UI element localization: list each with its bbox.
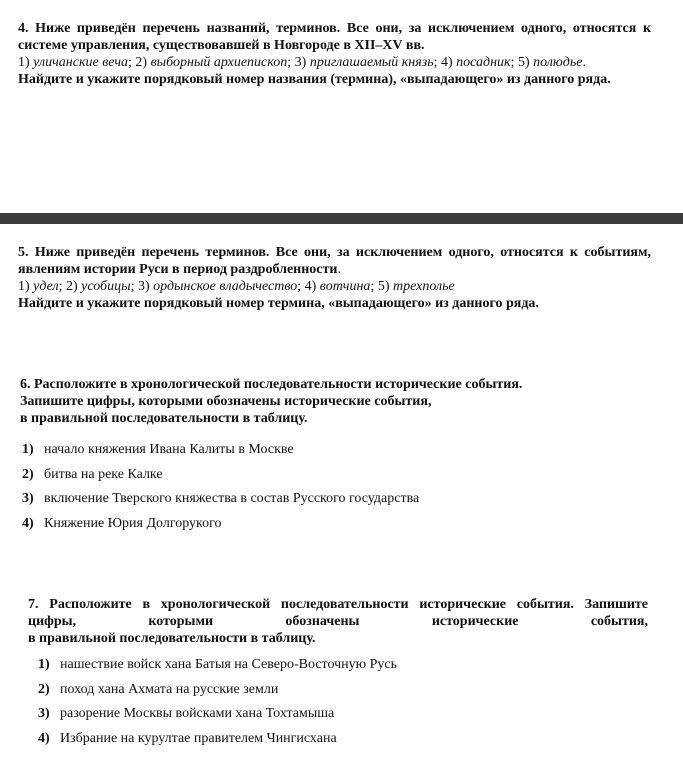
question-title: Ниже приведён перечень терминов. Все они, за исключением одного, относятся к событиям, явлениям истории Руси в период раздробленности (18, 245, 652, 277)
item-num: 2) (22, 466, 34, 482)
term-num: 1) (18, 279, 30, 294)
term-separator: ; (287, 55, 295, 70)
term-num: 3) (294, 55, 307, 70)
question-5-title (18, 244, 651, 278)
question-number: 7. (28, 597, 39, 612)
term-separator: ; (433, 55, 441, 70)
question-number: 4. (18, 21, 29, 36)
term: ордынское владычество (153, 279, 298, 294)
term-separator: ; (130, 279, 138, 294)
question-instruction: Найдите и укажите порядковый номер термина, «выпадающего» из данного ряда. (18, 296, 539, 311)
question-4-title (18, 20, 651, 54)
question-4-terms (18, 54, 651, 71)
item-text: Княжение Юрия Долгорукого (44, 515, 222, 531)
item-text: битва на реке Калке (44, 466, 163, 482)
item-num: 2) (38, 681, 50, 697)
item-text: нашествие войск хана Батыя на Северо-Восточную Русь (60, 657, 397, 672)
list-item (38, 705, 397, 730)
question-6 (20, 376, 653, 427)
question-5-terms (18, 278, 651, 295)
term: выборный архиепископ (150, 55, 288, 70)
term-separator: ; (510, 55, 518, 70)
list-item (38, 730, 397, 755)
item-num: 4) (38, 730, 50, 746)
list-item (22, 466, 419, 491)
item-text: начало княжения Ивана Калиты в Москве (44, 442, 294, 457)
term-num: 4) (304, 279, 317, 294)
page-divider (0, 213, 683, 224)
term-num: 1) (18, 55, 30, 70)
question-title: Ниже приведён перечень названий, терминов. Все они, за исключением одного, относятся к системе управления, существовавшей в Новгороде в XII–XV вв. (18, 21, 652, 53)
term-separator: ; (58, 279, 66, 294)
term: уличанские веча (33, 55, 128, 70)
item-text: разорение Москвы войсками хана Тохтамыша (60, 706, 335, 721)
question-title: Расположите в хронологической последовательности исторические события. (34, 377, 523, 392)
list-item (22, 515, 419, 540)
question-5 (18, 244, 651, 312)
question-instruction: Найдите и укажите порядковый номер названия (термина), «выпадающего» из данного ряда. (18, 72, 611, 87)
term-num: 4) (440, 55, 453, 70)
term: усобицы (81, 279, 131, 294)
list-item (22, 490, 419, 515)
term: трехполье (393, 279, 455, 294)
item-num: 1) (22, 442, 34, 457)
question-6-title-line: Запишите цифры, которыми обозначены исторические события, (20, 394, 432, 409)
list-item (38, 656, 397, 681)
question-6-title-line: в правильной последовательности в таблицу. (20, 411, 308, 426)
item-num: 3) (38, 706, 50, 721)
term-num: 2) (65, 279, 78, 294)
question-7-title-last: в правильной последовательности в таблицу. (28, 631, 316, 646)
item-text: поход хана Ахмата на русские земли (60, 681, 279, 697)
term-num: 5) (517, 55, 530, 70)
list-item (22, 441, 419, 466)
title-end: . (337, 262, 341, 277)
question-title: Расположите в хронологической последовательности исторические события. Запишите цифры, которыми обозначены исторические события, (28, 597, 649, 629)
list-item (38, 681, 397, 706)
question-7 (28, 596, 648, 630)
item-num: 3) (22, 491, 34, 506)
term-separator: ; (297, 279, 305, 294)
term-num: 3) (137, 279, 150, 294)
term: вотчина (319, 279, 371, 294)
item-text: Избрание на курултае правителем Чингисхана (60, 730, 337, 746)
question-4 (18, 20, 651, 88)
question-7-items (38, 656, 397, 754)
item-num: 4) (22, 515, 34, 531)
question-number: 6. (20, 377, 31, 392)
term: приглашаемый князь (309, 55, 434, 70)
question-number: 5. (18, 245, 29, 260)
item-num: 1) (38, 657, 50, 672)
term-separator: . (582, 55, 586, 70)
question-6-items (22, 441, 419, 539)
term: полюдье (533, 55, 583, 70)
item-text: включение Тверского княжества в состав Русского государства (44, 491, 420, 506)
question-6-title-line (20, 376, 653, 393)
term: удел (33, 279, 59, 294)
term: посадник (456, 55, 511, 70)
term-num: 2) (135, 55, 148, 70)
term-separator: ; (370, 279, 378, 294)
term-separator: ; (128, 55, 136, 70)
term-num: 5) (377, 279, 390, 294)
